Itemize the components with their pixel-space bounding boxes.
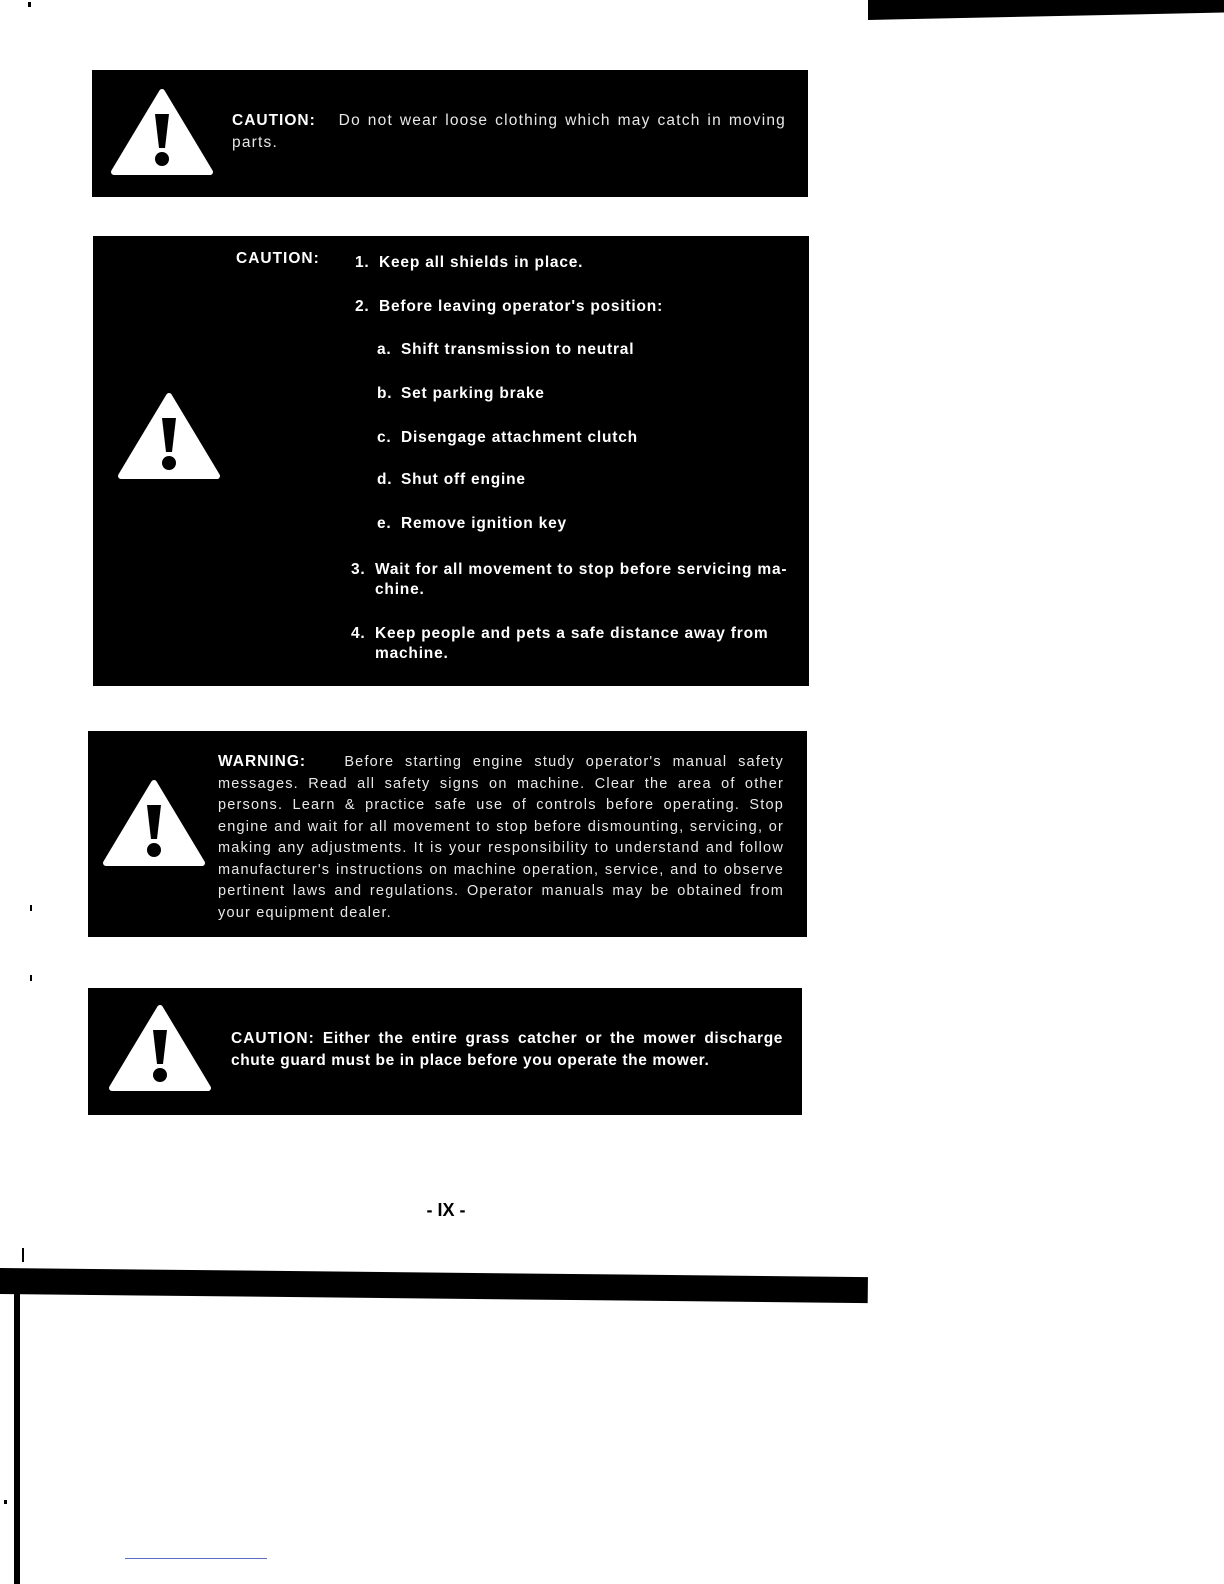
scan-line: [125, 1558, 267, 1559]
list-item: e. Remove ignition key: [377, 515, 567, 532]
caution-label: CAUTION:: [231, 1030, 315, 1047]
scan-speck: [4, 1500, 7, 1504]
list-item: a. Shift transmission to neutral: [377, 341, 635, 358]
page-number: - IX -: [426, 1200, 466, 1220]
warning-message: Before starting engine study operator's manual safety messages. Read all safety signs on machine. Clear the area of other persons. Learn & practice safe use of controls before operating. Stop engine and wait for all movement to stop before dismounting, servicing, or making any adjustments. It is your responsibility to understand and follow manufacturer's instructions on machine operation, service, and to observe pertinent laws and regulations. Operator manuals may be obtained from your equipment dealer.: [218, 754, 784, 921]
warning-panel-manual: [88, 731, 807, 937]
caution-label: CAUTION:: [236, 250, 320, 267]
scan-border-left: [14, 1292, 20, 1584]
scan-speck: [30, 975, 32, 981]
caution-panel-grass-catcher: [88, 988, 802, 1115]
scan-border-bottom: [0, 1268, 868, 1303]
caution-text: [231, 1028, 783, 1072]
warning-triangle-icon: [102, 779, 206, 867]
caution-label: CAUTION:: [232, 112, 316, 129]
caution-text: [232, 110, 786, 154]
warning-triangle-icon: [117, 392, 221, 480]
list-item: 4. Keep people and pets a safe distance away from: [351, 625, 769, 642]
scan-speck: [28, 2, 31, 7]
list-item: d. Shut off engine: [377, 471, 526, 488]
warning-text: [218, 751, 784, 924]
caution-message: Either the entire grass catcher or the mower discharge chute guard must be in place before you operate the mower.: [231, 1030, 783, 1069]
list-item: c. Disengage attachment clutch: [377, 429, 638, 446]
warning-triangle-icon: [108, 1004, 212, 1092]
list-item-continuation: chine.: [375, 581, 425, 598]
list-item: 3. Wait for all movement to stop before servicing ma-: [351, 561, 788, 578]
list-item: b. Set parking brake: [377, 385, 545, 402]
caution-message: Do not wear loose clothing which may catch in moving parts.: [232, 112, 786, 151]
scan-speck: [22, 1248, 24, 1262]
list-item-continuation: machine.: [375, 645, 449, 662]
warning-triangle-icon: [110, 88, 214, 176]
warning-label: WARNING:: [218, 753, 307, 770]
scan-speck: [30, 905, 32, 911]
caution-panel-clothing: [92, 70, 808, 197]
list-item: 2. Before leaving operator's position:: [355, 298, 664, 315]
caution-panel-shields: [93, 236, 809, 686]
scan-border-top: [868, 0, 1224, 20]
list-item: 1. Keep all shields in place.: [355, 254, 584, 271]
